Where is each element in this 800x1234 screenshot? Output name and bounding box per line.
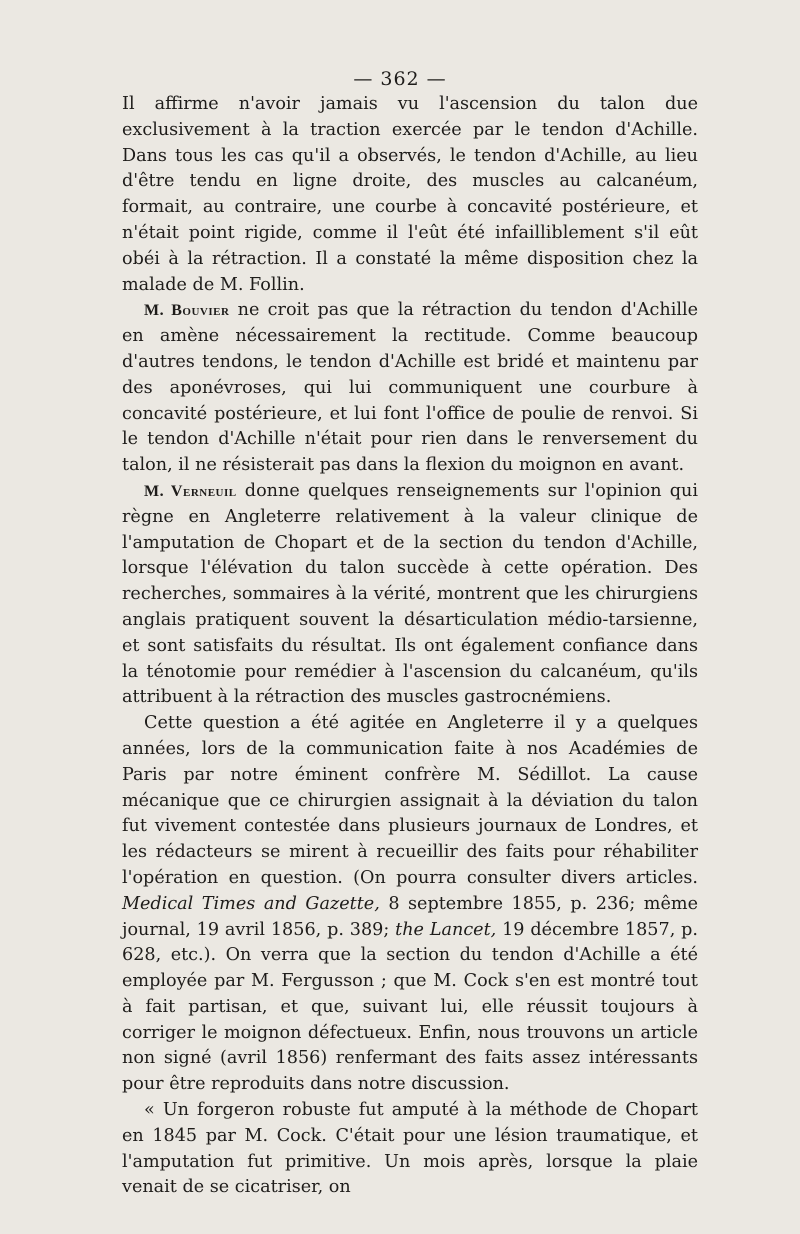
paragraph-2-text: ne croit pas que la rétraction du tendon d'Achille en amène nécessairement la rectitude. Comme beaucoup d'autres tendons, le tendon d'Achille est bridé et maintenu par des aponévroses, qui lui communiquent une courbure à concavité postérieure, et lui font l'office de poulie de renvoi. Si le tendon d'Achille n'était pour rien dans le renversement du talon, il ne résisterait pas dans la flexion du moignon en avant. [122, 300, 699, 476]
speaker-bouvier: M. Bouvier [144, 302, 230, 320]
paragraph-1-text: Il affirme n'avoir jamais vu l'ascension du talon due exclusivement à la traction exercée par le tendon d'Achille. Dans tous les cas qu'il a observés, le tendon d'Achille, au lieu d'être tendu en ligne droite, des muscles au calcanéum, formait, au contraire, une courbe à concavité postérieure, et n'était point rigide, comme il l'eût été infailliblement s'il eût obéi à la rétraction. Il a constaté la même disposition chez la malade de M. Follin. [122, 94, 698, 295]
page-body [122, 92, 698, 1201]
paragraph-1 [122, 92, 698, 298]
journal-title-medical-times: Medical Times and Gazette, [122, 893, 380, 914]
journal-title-lancet: the Lancet, [395, 919, 497, 940]
paragraph-4-text-after: 19 décembre 1857, p. 628, etc.). On verra que la section du tendon d'Achille a été employée par M. Fergusson ; que M. Cock s'en est montré tout à fait partisan, et que, suivant lui, elle réussit toujours à corriger le moignon défectueux. Enfin, nous trouvons un article non signé (avril 1856) renfermant des faits assez intéressants pour être reproduits dans notre discussion. [122, 919, 698, 1095]
speaker-verneuil: M. Verneuil [144, 482, 237, 500]
paragraph-2 [122, 298, 698, 479]
paragraph-4-text-before: Cette question a été agitée en Angleterre il y a quelques années, lors de la communication faite à nos Académies de Paris par notre éminent confrère M. Sédillot. La cause mécanique que ce chirurgien assignait à la déviation du talon fut vivement contestée dans plusieurs journaux de Londres, et les rédacteurs se mirent à recueillir des faits pour réhabiliter l'opération en question. (On pourra consulter divers articles. [122, 713, 698, 888]
paragraph-3 [122, 479, 698, 711]
page-number: — 362 — [353, 68, 447, 90]
paragraph-5 [122, 1098, 698, 1201]
paragraph-4 [122, 711, 698, 1098]
paragraph-5-text: « Un forgeron robuste fut amputé à la méthode de Chopart en 1845 par M. Cock. C'était pour une lésion traumatique, et l'amputation fut primitive. Un mois après, lorsque la plaie venait de se cicatriser, on [122, 1100, 698, 1198]
paragraph-4-text-middle: 8 septembre 1855, p. 236; même journal, 19 avril 1856, p. 389; [122, 893, 698, 940]
paragraph-3-text: donne quelques renseignements sur l'opinion qui règne en Angleterre relativement à la valeur clinique de l'amputation de Chopart et de la section du tendon d'Achille, lorsque l'élévation du talon succède à cette opération. Des recherches, sommaires à la vérité, montrent que les chirurgiens anglais pratiquent souvent la désarticulation médio-tarsienne, et sont satisfaits du résultat. Ils ont également confiance dans la ténotomie pour remédier à l'ascension du calcanéum, qu'ils attribuent à la rétraction des muscles gastrocnémiens. [122, 480, 698, 708]
